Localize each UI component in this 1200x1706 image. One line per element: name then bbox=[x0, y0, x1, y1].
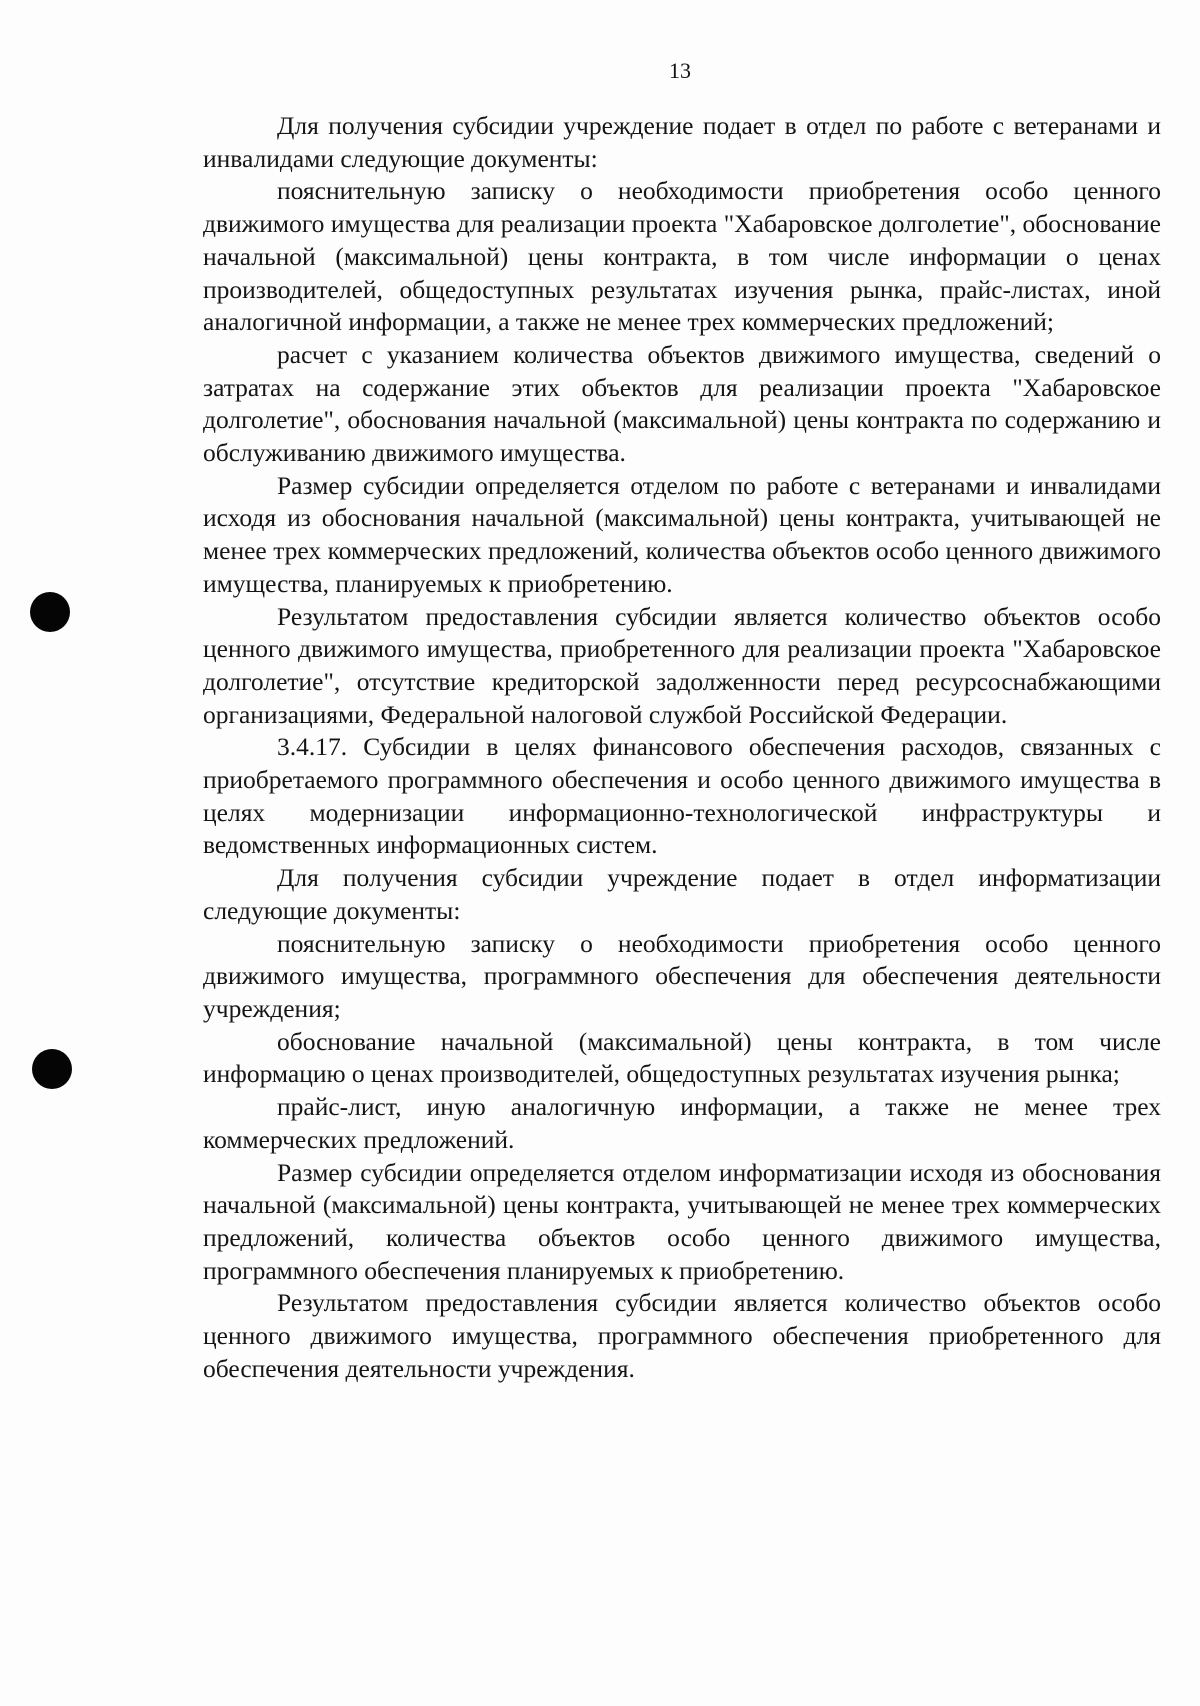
paragraph: пояснительную записку о необходимости приобретения особо ценного движимого имущества, программного обеспечения для обеспечения деятельности учреждения; bbox=[203, 928, 1161, 1023]
paragraph: пояснительную записку о необходимости приобретения особо ценного движимого имущества для реализации проекта "Хабаровское долголетие", обоснование начальной (максимальной) цены контракта, в том числе информации о ценах производителей, общедоступных результатах изучения рынка, прайс-листах, иной аналогичной информации, а также не менее трех коммерческих предложений; bbox=[203, 176, 1161, 337]
document-body bbox=[203, 110, 1161, 1385]
paragraph: обоснование начальной (максимальной) цены контракта, в том числе информацию о ценах производителей, общедоступных результатах изучения рынка; bbox=[203, 1026, 1161, 1089]
paragraph: расчет с указанием количества объектов движимого имущества, сведений о затратах на содержание этих объектов для реализации проекта "Хабаровское долголетие", обоснования начальной (максимальной) цены контракта по содержанию и обслуживанию движимого имущества. bbox=[203, 339, 1161, 468]
punch-hole-icon bbox=[30, 592, 70, 632]
page-number: 13 bbox=[669, 58, 691, 83]
paragraph: Размер субсидии определяется отделом по работе с ветеранами и инвалидами исходя из обоснования начальной (максимальной) цены контракта, учитывающей не менее трех коммерческих предложений, количества объектов особо ценного движимого имущества, планируемых к приобретению. bbox=[203, 470, 1161, 598]
paragraph: Результатом предоставления субсидии является количество объектов особо ценного движимого имущества, приобретенного для реализации проекта "Хабаровское долголетие", отсутствие кредиторской задолженности перед ресурсоснабжающими организациями, Федеральной налоговой службой Российской Федерации. bbox=[203, 601, 1161, 729]
section-paragraph: 3.4.17. Субсидии в целях финансового обеспечения расходов, связанных с приобретаемого программного обеспечения и особо ценного движимого имущества в целях модернизации информационно-технологической инфраструктуры и ведомственных информационных систем. bbox=[203, 732, 1161, 860]
paragraph: прайс-лист, иную аналогичную информации, а также не менее трех коммерческих предложений. bbox=[203, 1092, 1161, 1154]
paragraph: Размер субсидии определяется отделом информатизации исходя из обоснования начальной (максимальной) цены контракта, учитывающей не менее трех коммерческих предложений, количества объектов особо ценного движимого имущества, программного обеспечения планируемых к приобретению. bbox=[203, 1157, 1161, 1285]
punch-hole-icon bbox=[32, 1049, 72, 1089]
paragraph: Для получения субсидии учреждение подает в отдел информатизации следующие документы: bbox=[203, 863, 1161, 925]
paragraph: Результатом предоставления субсидии является количество объектов особо ценного движимого имущества, программного обеспечения приобретенного для обеспечения деятельности учреждения. bbox=[203, 1288, 1161, 1383]
paragraph: Для получения субсидии учреждение подает в отдел по работе с ветеранами и инвалидами следующие документы: bbox=[203, 111, 1161, 173]
